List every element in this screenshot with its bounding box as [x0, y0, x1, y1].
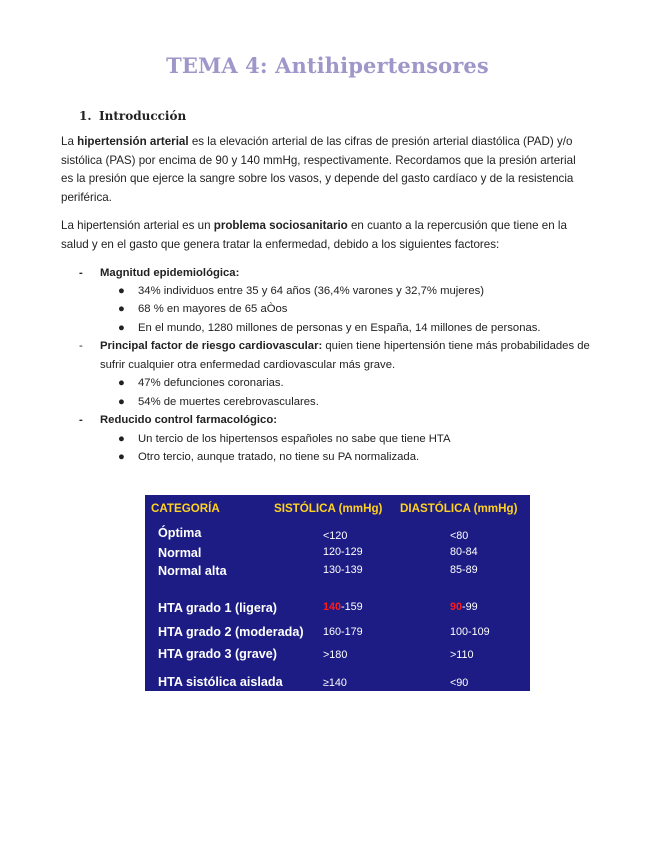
intro-text-post: es la elevación arterial de las cifras de presión arterial diastólica (PAD) y/o sistólica (PAS) por encima de 90 y 140 mmHg, respectivamente. Recordamos que la presión arterial es la presión que ejerce la sangre sobre los vasos, y depende del gasto cardíaco y de la resistencia periférica.: [61, 135, 576, 204]
table-header-category: CATEGORÍA: [151, 502, 220, 515]
table-cell-diastolic: 80-84: [450, 546, 478, 558]
sub-list-item-text: 68 % en mayores de 65 aÒos: [138, 303, 288, 315]
intro-paragraph: [61, 133, 591, 207]
sub-list-item: [118, 448, 419, 467]
sub-list-item-text: Un tercio de los hipertensos españoles no sabe que tiene HTA: [138, 433, 451, 445]
sub-list-item-text: Otro tercio, aunque tratado, no tiene su PA normalizada.: [138, 451, 420, 463]
table-cell-systolic: 160-179: [323, 626, 363, 638]
list-item-pharmacological-control: [79, 411, 599, 430]
sub-list-item: [118, 300, 287, 319]
bullet-icon: ●: [118, 451, 125, 463]
bullet-icon: ●: [118, 396, 125, 408]
table-cell-systolic: ≥140: [323, 677, 347, 689]
table-cell-diastolic: 100-109: [450, 626, 490, 638]
bullet-icon: ●: [118, 285, 125, 297]
sub-list-item-text: 47% defunciones coronarias.: [138, 377, 284, 389]
intro-text-pre: La: [61, 135, 78, 148]
table-cell-systolic: 120-129: [323, 546, 363, 558]
list-item-risk-factor: [79, 337, 599, 374]
table-row-category: HTA grado 3 (grave): [158, 647, 277, 661]
bullet-icon: ●: [118, 377, 125, 389]
bullet-icon: ●: [118, 433, 125, 445]
section-number: 1.: [79, 109, 92, 123]
table-row-category: HTA sistólica aislada: [158, 675, 283, 689]
bullet-icon: ●: [118, 322, 125, 334]
blood-pressure-table: [145, 495, 530, 691]
table-header-systolic: SISTÓLICA (mmHg): [274, 502, 383, 515]
sub-list-item-text: 34% individuos entre 35 y 64 años (36,4% varones y 32,7% mujeres): [138, 285, 485, 297]
factors-paragraph: [61, 217, 591, 254]
table-row-category: HTA grado 2 (moderada): [158, 625, 304, 639]
sub-list-item: [118, 430, 451, 449]
table-cell-systolic: 140-159: [323, 601, 363, 613]
highlight-value: 140: [323, 601, 342, 613]
list-item-title: Magnitud epidemiológica:: [100, 267, 240, 279]
list-marker: -: [79, 340, 83, 352]
sub-list-item-text: En el mundo, 1280 millones de personas y en España, 14 millones de personas.: [138, 322, 541, 334]
table-row-category: HTA grado 1 (ligera): [158, 601, 277, 615]
table-header-diastolic: DIASTÓLICA (mmHg): [400, 502, 518, 515]
table-cell-systolic: 130-139: [323, 564, 363, 576]
list-item-epidemiology: [79, 264, 599, 283]
intro-text-bold: hipertensión arterial: [77, 135, 189, 148]
table-cell-systolic: <120: [323, 530, 348, 542]
table-cell-diastolic: 90-99: [450, 601, 478, 613]
list-item-title: Principal factor de riesgo cardiovascular:: [100, 340, 323, 352]
factors-text-pre: La hipertensión arterial es un: [61, 219, 214, 232]
table-cell-diastolic: >110: [450, 649, 474, 661]
sub-list-item: [118, 282, 484, 301]
list-marker: -: [79, 267, 83, 279]
section-heading: [79, 109, 186, 123]
factors-text-post: en cuanto a la repercusión que tiene en la salud y en el gasto que genera tratar la enfermedad, debido a los siguientes factores:: [61, 219, 567, 251]
table-cell-diastolic: <80: [450, 530, 469, 542]
page-title: TEMA 4: Antihipertensores: [166, 53, 489, 78]
factors-text-bold: problema sociosanitario: [213, 219, 348, 232]
bullet-icon: ●: [118, 303, 125, 315]
table-cell-diastolic: <90: [450, 677, 469, 689]
list-marker: -: [79, 414, 83, 426]
table-row-category: Normal alta: [158, 564, 227, 578]
section-title: Introducción: [99, 109, 187, 123]
sub-list-item: [118, 393, 319, 412]
table-cell-systolic: >180: [323, 649, 348, 661]
sub-list-item: [118, 319, 541, 338]
list-item-title: Reducido control farmacológico:: [100, 414, 277, 426]
table-row-category: Normal: [158, 546, 202, 560]
table-cell-diastolic: 85-89: [450, 564, 478, 576]
list-item-text: quien tiene hipertensión tiene más probabilidades de sufrir cualquier otra enfermedad cardiovascular más grave.: [100, 340, 590, 371]
table-row-category: Óptima: [158, 526, 202, 540]
sub-list-item-text: 54% de muertes cerebrovasculares.: [138, 396, 319, 408]
highlight-value: 90: [450, 601, 463, 613]
sub-list-item: [118, 374, 284, 393]
